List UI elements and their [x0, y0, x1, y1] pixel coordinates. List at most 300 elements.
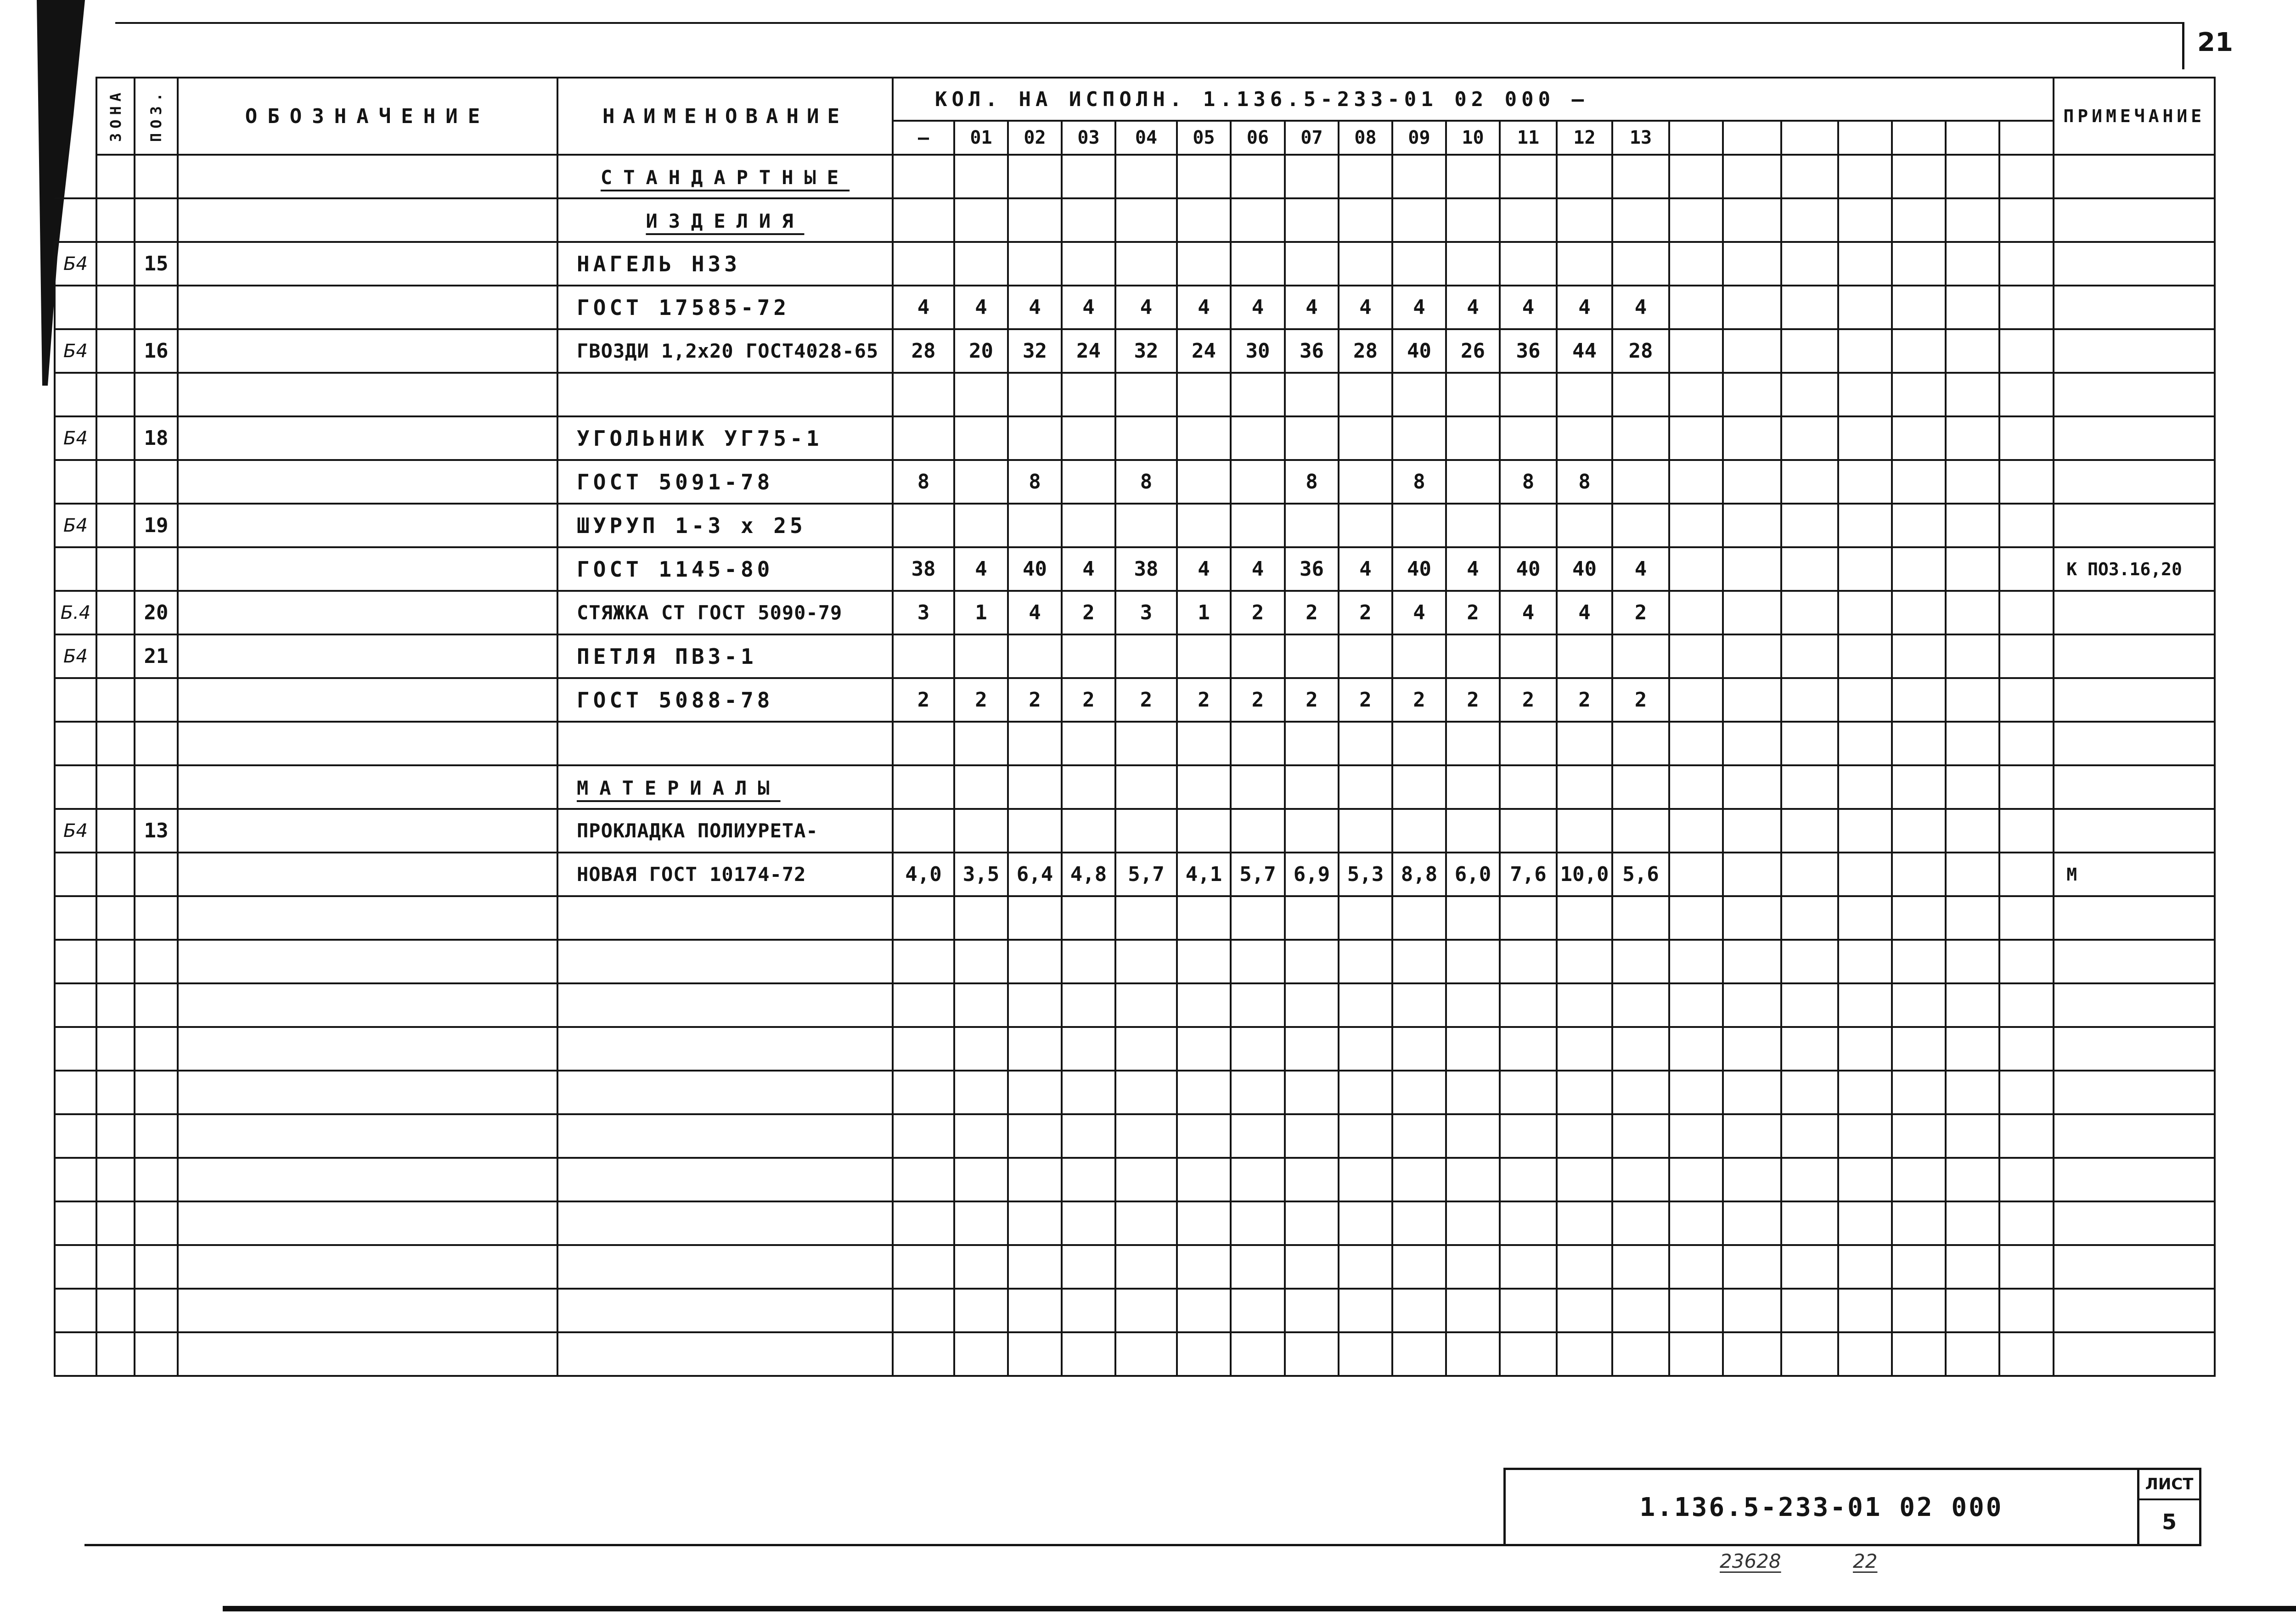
qty-cell-01	[954, 504, 1008, 547]
qty-cell-spare	[1892, 242, 1946, 286]
qty-cell-08	[1339, 460, 1392, 504]
qty-cell-spare	[1781, 896, 1838, 940]
qty-cell-spare	[1669, 940, 1723, 983]
qty-cell-01	[954, 1027, 1008, 1071]
qty-cell-04	[1115, 983, 1177, 1027]
qty-cell-03	[1062, 1158, 1115, 1201]
designation-cell	[178, 853, 557, 896]
qty-cell-12	[1557, 1201, 1612, 1245]
qty-cell-base	[893, 198, 954, 242]
qty-cell-spare	[1723, 504, 1781, 547]
qty-cell-spare	[1838, 853, 1892, 896]
margin-code-cell	[55, 1289, 96, 1332]
name-cell: НОВАЯ ГОСТ 10174-72	[557, 853, 893, 896]
table-row	[55, 678, 2215, 722]
qty-cell-spare	[1946, 547, 1999, 591]
name-cell: ГОСТ 5091-78	[557, 460, 893, 504]
qty-cell-03: 4	[1062, 286, 1115, 329]
qty-cell-base	[893, 722, 954, 765]
name-cell	[557, 722, 893, 765]
qty-cell-07	[1285, 983, 1339, 1027]
qty-cell-10	[1446, 1332, 1500, 1376]
designation-cell	[178, 504, 557, 547]
qty-cell-04: 38	[1115, 547, 1177, 591]
qty-cell-08	[1339, 1114, 1392, 1158]
designation-cell	[178, 416, 557, 460]
name-cell	[557, 373, 893, 416]
zone-cell	[96, 1027, 135, 1071]
qty-cell-05	[1177, 634, 1231, 678]
qty-cell-spare	[1838, 1114, 1892, 1158]
qty-cell-11	[1500, 1114, 1557, 1158]
qty-cell-09	[1392, 809, 1446, 853]
qty-cell-base	[893, 1071, 954, 1114]
qty-cell-11	[1500, 896, 1557, 940]
name-cell	[557, 1201, 893, 1245]
margin-code-cell: Б.4	[55, 591, 96, 634]
qty-cell-03	[1062, 1201, 1115, 1245]
name-cell: ГОСТ 5088-78	[557, 678, 893, 722]
qty-cell-spare	[1838, 1245, 1892, 1289]
title-block	[1503, 1468, 2201, 1545]
qty-cell-01	[954, 155, 1008, 198]
qty-cell-base	[893, 1027, 954, 1071]
margin-code-cell	[55, 373, 96, 416]
designation-cell	[178, 940, 557, 983]
name-cell: НАГЕЛЬ Н33	[557, 242, 893, 286]
qty-cell-09	[1392, 155, 1446, 198]
qty-cell-10: 26	[1446, 329, 1500, 373]
designation-cell	[178, 1158, 557, 1201]
qty-cell-spare	[1669, 1289, 1723, 1332]
qty-cell-12	[1557, 983, 1612, 1027]
qty-cell-09	[1392, 373, 1446, 416]
margin-code-cell	[55, 1201, 96, 1245]
scan-bottom-edge	[223, 1606, 2296, 1611]
qty-cell-04: 3	[1115, 591, 1177, 634]
note-cell	[2054, 1332, 2215, 1376]
qty-cell-06	[1231, 983, 1285, 1027]
margin-code-cell	[55, 853, 96, 896]
position-cell	[135, 983, 178, 1027]
qty-cell-05: 2	[1177, 678, 1231, 722]
qty-cell-spare	[1946, 1201, 1999, 1245]
note-cell	[2054, 722, 2215, 765]
qty-cell-05	[1177, 983, 1231, 1027]
qty-cell-spare	[1946, 504, 1999, 547]
note-cell: М	[2054, 853, 2215, 896]
qty-cell-07	[1285, 765, 1339, 809]
qty-cell-base: 8	[893, 460, 954, 504]
designation-cell	[178, 896, 557, 940]
position-cell	[135, 678, 178, 722]
qty-cell-06: 5,7	[1231, 853, 1285, 896]
qty-cell-01	[954, 634, 1008, 678]
qty-cell-spare	[1723, 1027, 1781, 1071]
designation-cell	[178, 329, 557, 373]
table-row	[55, 983, 2215, 1027]
table-row	[55, 1201, 2215, 1245]
qty-cell-spare	[1892, 940, 1946, 983]
position-cell	[135, 1332, 178, 1376]
position-cell: 13	[135, 809, 178, 853]
qty-cell-09	[1392, 198, 1446, 242]
variant-header-spare	[1946, 121, 1999, 155]
qty-cell-11: 40	[1500, 547, 1557, 591]
qty-cell-spare	[1781, 547, 1838, 591]
qty-cell-spare	[1723, 1071, 1781, 1114]
position-cell: 16	[135, 329, 178, 373]
margin-code-cell	[55, 460, 96, 504]
note-header: ПРИМЕЧАНИЕ	[2054, 78, 2215, 155]
qty-cell-02	[1008, 1245, 1062, 1289]
qty-cell-spare	[1999, 329, 2054, 373]
qty-cell-07	[1285, 373, 1339, 416]
margin-code-cell	[55, 678, 96, 722]
position-cell	[135, 373, 178, 416]
qty-cell-07	[1285, 1071, 1339, 1114]
qty-cell-spare	[1892, 591, 1946, 634]
qty-cell-03	[1062, 1027, 1115, 1071]
qty-cell-spare	[1669, 460, 1723, 504]
qty-cell-spare	[1946, 242, 1999, 286]
qty-cell-spare	[1723, 1114, 1781, 1158]
position-cell	[135, 460, 178, 504]
qty-cell-spare	[1946, 1114, 1999, 1158]
note-cell	[2054, 983, 2215, 1027]
qty-cell-04	[1115, 1201, 1177, 1245]
qty-cell-spare	[1999, 242, 2054, 286]
qty-cell-spare	[1669, 634, 1723, 678]
variant-header-spare	[1723, 121, 1781, 155]
qty-cell-11	[1500, 1158, 1557, 1201]
page-number: 21	[2197, 28, 2233, 57]
qty-cell-spare	[1892, 329, 1946, 373]
qty-cell-07	[1285, 1201, 1339, 1245]
qty-cell-spare	[1669, 1158, 1723, 1201]
qty-cell-spare	[1669, 1201, 1723, 1245]
qty-cell-13	[1612, 983, 1669, 1027]
table-row	[55, 809, 2215, 853]
qty-cell-spare	[1892, 1245, 1946, 1289]
qty-cell-10	[1446, 242, 1500, 286]
qty-cell-04: 5,7	[1115, 853, 1177, 896]
qty-cell-spare	[1946, 809, 1999, 853]
qty-cell-07: 2	[1285, 678, 1339, 722]
qty-cell-spare	[1999, 809, 2054, 853]
qty-cell-09	[1392, 634, 1446, 678]
qty-cell-01	[954, 373, 1008, 416]
qty-cell-11	[1500, 809, 1557, 853]
qty-cell-01	[954, 460, 1008, 504]
qty-cell-spare	[1781, 1071, 1838, 1114]
margin-code-cell: Б4	[55, 416, 96, 460]
variant-header-02: 02	[1008, 121, 1062, 155]
qty-cell-10	[1446, 722, 1500, 765]
qty-cell-spare	[1781, 1289, 1838, 1332]
qty-cell-13: 5,6	[1612, 853, 1669, 896]
qty-cell-spare	[1838, 678, 1892, 722]
qty-cell-05: 4	[1177, 286, 1231, 329]
qty-cell-spare	[1999, 896, 2054, 940]
qty-cell-03: 2	[1062, 591, 1115, 634]
qty-cell-11: 36	[1500, 329, 1557, 373]
designation-cell	[178, 286, 557, 329]
qty-cell-08	[1339, 1201, 1392, 1245]
qty-cell-12: 2	[1557, 678, 1612, 722]
note-cell	[2054, 198, 2215, 242]
qty-cell-spare	[1723, 242, 1781, 286]
margin-code-cell	[55, 198, 96, 242]
qty-cell-04: 32	[1115, 329, 1177, 373]
position-cell	[135, 853, 178, 896]
note-cell	[2054, 634, 2215, 678]
qty-cell-spare	[1781, 155, 1838, 198]
qty-cell-01	[954, 940, 1008, 983]
qty-cell-spare	[1946, 1158, 1999, 1201]
qty-cell-04	[1115, 1245, 1177, 1289]
qty-cell-spare	[1723, 940, 1781, 983]
qty-cell-04	[1115, 722, 1177, 765]
qty-cell-11: 2	[1500, 678, 1557, 722]
qty-cell-01	[954, 765, 1008, 809]
designation-cell	[178, 155, 557, 198]
qty-cell-08	[1339, 1158, 1392, 1201]
qty-cell-spare	[1781, 1332, 1838, 1376]
qty-cell-07: 4	[1285, 286, 1339, 329]
qty-cell-spare	[1892, 678, 1946, 722]
variant-header-05: 05	[1177, 121, 1231, 155]
table-row	[55, 853, 2215, 896]
name-cell: СТЯЖКА СТ ГОСТ 5090-79	[557, 591, 893, 634]
qty-cell-12	[1557, 1071, 1612, 1114]
qty-cell-spare	[1838, 1071, 1892, 1114]
qty-cell-06	[1231, 1289, 1285, 1332]
qty-cell-10: 2	[1446, 678, 1500, 722]
table-row	[55, 1245, 2215, 1289]
qty-cell-13	[1612, 809, 1669, 853]
margin-code-cell	[55, 547, 96, 591]
note-cell	[2054, 1245, 2215, 1289]
qty-cell-02	[1008, 940, 1062, 983]
qty-cell-02: 8	[1008, 460, 1062, 504]
qty-cell-08: 2	[1339, 591, 1392, 634]
qty-cell-spare	[1892, 896, 1946, 940]
qty-cell-spare	[1723, 1289, 1781, 1332]
qty-cell-06: 2	[1231, 591, 1285, 634]
note-cell	[2054, 460, 2215, 504]
qty-cell-13	[1612, 1071, 1669, 1114]
qty-cell-04	[1115, 809, 1177, 853]
variant-header-spare	[1999, 121, 2054, 155]
margin-code-cell	[55, 722, 96, 765]
qty-cell-spare	[1892, 198, 1946, 242]
designation-header: ОБОЗНАЧЕНИЕ	[178, 78, 557, 155]
qty-cell-10	[1446, 1071, 1500, 1114]
qty-cell-08	[1339, 1289, 1392, 1332]
qty-cell-09: 4	[1392, 286, 1446, 329]
qty-cell-05	[1177, 460, 1231, 504]
qty-cell-09	[1392, 1071, 1446, 1114]
qty-cell-05	[1177, 940, 1231, 983]
qty-cell-11	[1500, 634, 1557, 678]
qty-cell-09	[1392, 1114, 1446, 1158]
qty-cell-spare	[1946, 1332, 1999, 1376]
sheet-number: 5	[2161, 1509, 2177, 1534]
note-cell	[2054, 286, 2215, 329]
qty-cell-03	[1062, 416, 1115, 460]
frame-top-line	[115, 22, 2184, 24]
margin-code-cell	[55, 1071, 96, 1114]
margin-code-cell	[55, 983, 96, 1027]
qty-cell-spare	[1669, 678, 1723, 722]
qty-cell-10	[1446, 1289, 1500, 1332]
qty-cell-10: 2	[1446, 591, 1500, 634]
zone-cell	[96, 1332, 135, 1376]
qty-cell-base: 2	[893, 678, 954, 722]
qty-cell-10	[1446, 460, 1500, 504]
qty-cell-09: 2	[1392, 678, 1446, 722]
qty-cell-spare	[1999, 1027, 2054, 1071]
qty-cell-11	[1500, 1201, 1557, 1245]
qty-cell-09: 8	[1392, 460, 1446, 504]
name-cell: ГВОЗДИ 1,2х20 ГОСТ4028-65	[557, 329, 893, 373]
qty-cell-10: 6,0	[1446, 853, 1500, 896]
qty-cell-08	[1339, 983, 1392, 1027]
qty-cell-spare	[1999, 722, 2054, 765]
qty-cell-spare	[1838, 242, 1892, 286]
qty-cell-02	[1008, 1027, 1062, 1071]
qty-cell-base	[893, 940, 954, 983]
qty-cell-spare	[1723, 765, 1781, 809]
qty-cell-12	[1557, 1289, 1612, 1332]
qty-cell-spare	[1892, 460, 1946, 504]
margin-code-cell: Б4	[55, 504, 96, 547]
designation-cell	[178, 1114, 557, 1158]
margin-code-cell	[55, 286, 96, 329]
variant-header-01: 01	[954, 121, 1008, 155]
qty-cell-12	[1557, 373, 1612, 416]
qty-cell-08: 28	[1339, 329, 1392, 373]
qty-cell-spare	[1946, 416, 1999, 460]
qty-cell-spare	[1781, 1245, 1838, 1289]
qty-cell-03	[1062, 373, 1115, 416]
qty-cell-spare	[1946, 634, 1999, 678]
qty-cell-spare	[1999, 1114, 2054, 1158]
qty-cell-spare	[1838, 155, 1892, 198]
note-cell	[2054, 591, 2215, 634]
qty-cell-09	[1392, 722, 1446, 765]
qty-cell-spare	[1946, 1027, 1999, 1071]
qty-cell-spare	[1999, 591, 2054, 634]
table-row	[55, 416, 2215, 460]
note-cell	[2054, 242, 2215, 286]
qty-cell-spare	[1838, 722, 1892, 765]
qty-cell-01: 4	[954, 286, 1008, 329]
qty-cell-01	[954, 1245, 1008, 1289]
table-row	[55, 286, 2215, 329]
qty-cell-08	[1339, 896, 1392, 940]
qty-cell-05	[1177, 155, 1231, 198]
section-heading: СТАНДАРТНЫЕ	[600, 166, 850, 189]
qty-cell-07: 8	[1285, 460, 1339, 504]
qty-cell-04	[1115, 1071, 1177, 1114]
qty-cell-spare	[1838, 504, 1892, 547]
qty-cell-base	[893, 242, 954, 286]
qty-cell-spare	[1723, 1201, 1781, 1245]
qty-cell-05	[1177, 1201, 1231, 1245]
qty-cell-spare	[1838, 547, 1892, 591]
qty-cell-10	[1446, 896, 1500, 940]
qty-cell-10	[1446, 373, 1500, 416]
qty-cell-03	[1062, 1071, 1115, 1114]
qty-cell-spare	[1669, 416, 1723, 460]
qty-cell-02	[1008, 896, 1062, 940]
qty-cell-spare	[1838, 809, 1892, 853]
qty-cell-01: 20	[954, 329, 1008, 373]
position-cell	[135, 722, 178, 765]
qty-cell-05	[1177, 809, 1231, 853]
qty-cell-07: 2	[1285, 591, 1339, 634]
qty-cell-04	[1115, 155, 1177, 198]
zone-cell	[96, 722, 135, 765]
qty-cell-02	[1008, 1114, 1062, 1158]
qty-cell-spare	[1892, 1201, 1946, 1245]
qty-cell-09: 8,8	[1392, 853, 1446, 896]
qty-cell-06	[1231, 722, 1285, 765]
variant-header-09: 09	[1392, 121, 1446, 155]
qty-cell-11	[1500, 1245, 1557, 1289]
qty-cell-02	[1008, 634, 1062, 678]
qty-cell-10: 4	[1446, 286, 1500, 329]
qty-cell-06	[1231, 460, 1285, 504]
qty-cell-spare	[1999, 373, 2054, 416]
qty-cell-spare	[1999, 1332, 2054, 1376]
qty-cell-02	[1008, 242, 1062, 286]
qty-cell-spare	[1723, 416, 1781, 460]
qty-cell-spare	[1838, 416, 1892, 460]
qty-cell-01	[954, 1114, 1008, 1158]
note-cell	[2054, 1027, 2215, 1071]
qty-cell-06	[1231, 809, 1285, 853]
variant-header-10: 10	[1446, 121, 1500, 155]
table-row	[55, 1114, 2215, 1158]
qty-cell-10	[1446, 198, 1500, 242]
qty-cell-base: 4,0	[893, 853, 954, 896]
qty-cell-spare	[1669, 1332, 1723, 1376]
zone-cell	[96, 460, 135, 504]
name-cell	[557, 1027, 893, 1071]
qty-cell-13	[1612, 504, 1669, 547]
margin-code-cell: Б4	[55, 329, 96, 373]
qty-cell-05	[1177, 1071, 1231, 1114]
qty-cell-10	[1446, 765, 1500, 809]
qty-cell-11	[1500, 1332, 1557, 1376]
margin-code-cell: Б4	[55, 242, 96, 286]
qty-cell-02	[1008, 373, 1062, 416]
qty-cell-13	[1612, 722, 1669, 765]
margin-code-cell	[55, 1245, 96, 1289]
qty-cell-spare	[1723, 1245, 1781, 1289]
qty-cell-13: 2	[1612, 591, 1669, 634]
note-cell	[2054, 155, 2215, 198]
qty-cell-spare	[1669, 242, 1723, 286]
zone-cell	[96, 1114, 135, 1158]
qty-cell-09	[1392, 504, 1446, 547]
qty-cell-13	[1612, 198, 1669, 242]
zone-cell	[96, 1201, 135, 1245]
zone-cell	[96, 286, 135, 329]
